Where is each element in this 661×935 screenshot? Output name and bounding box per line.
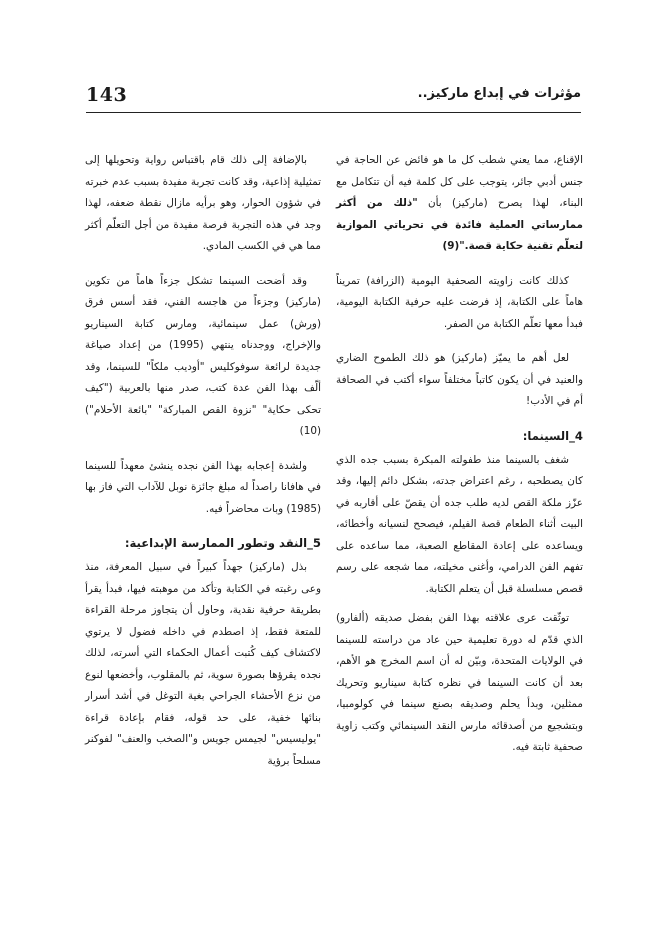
paragraph (336, 150, 583, 258)
left-column (85, 150, 321, 785)
right-column (336, 150, 583, 772)
paragraph: بذل (ماركيز) جهداً كبيراً في سبيل المعرفة، منذ وعى رغبته في الكتابة وتأكد من موهبته فيها، فبدأ يقرأ بطريقة حرفية نقدية، وحاول أن يتجاوز مرحلة القراءة للمتعة فقط، إذ اصطدم في داخله فضول لا يرتوي لاكتشاف كيف كُتبت أعمال الحكماء التي أسرته، لذلك نجده يقرؤها بصورة سوية، ثم بالمقلوب، وأخضعها لنوع من نزع الأحشاء الجراحي بغية التوغل في أشد أسرار بنائها خفية، على حد قوله، فقام بإعادة قراءة "يوليسيس" لجيمس جويس و"الصخب والعنف" لفوكنر مسلحاً برؤية (85, 561, 321, 767)
paragraph: كذلك كانت زاويته الصحفية اليومية (الزرافة) تمريناً هاماً على الكتابة، إذ فرضت عليه حرفية الكتابة اليومية، فبدأ معها تعلّم الكتابة من الصفر. (336, 274, 583, 330)
paragraph: شغف بالسينما منذ طفولته المبكرة بسبب جده الذي كان يصطحبه ، رغم اعتراض جدته، بشكل دائم إليها، وقد عزّز ملكة القص لديه طلب جده أن يقصّ على أقاربه في البيت أثناء الطعام قصة الفيلم، فيصحح لنسيانه وأخطائه، ويساعده على إعادة المقاطع الصعبة، مما ساعده على تفهم الفن الدرامي، وأغنى مخيلته، مما شجعه على رسم قصص مسلسلة قبل أن يتعلم الكتابة. (336, 453, 583, 595)
paragraph: وقد أضحت السينما تشكل جزءاً هاماً من تكوين (ماركيز) وجزءاً من هاجسه الفني، فقد أسس فرق (ورش) عمل سينمائية، ومارس كتابة السيناريو والإخراج، ووجدناه ينتهي (1995) من إعداد صياغة جديدة لرائعة سوفوكليس "أوديب ملكاً" للسينما، وقد ألّف بهذا الفن عدة كتب، صدر منها بالعربية ("كيف تحكى حكاية" "نزوة القص المباركة" "بائعة الأحلام")(10) (85, 274, 321, 437)
section-heading-criticism: 5_النقد وتطور الممارسة الإبداعية: (124, 536, 321, 550)
running-title: مؤثرات في إبداع ماركيز.. (417, 86, 581, 101)
paragraph: ولشدة إعجابه بهذا الفن نجده ينشئ معهداً للسينما في هافانا راصداً له مبلغ جائزة نوبل للآداب التي فاز بها (1985) وبات محاضراً فيه. (85, 459, 321, 515)
header-rule (86, 112, 581, 113)
paragraph: توثّقت عرى علاقته بهذا الفن بفضل صديقه (ألفارو) الذي قدّم له دورة تعليمية حين عاد من دراسته للسينما في الولايات المتحدة، وبيّن له أن اسم المخرج هو الأهم، بعد أن كانت السينما في نظره كتابة سيناريو وتحريك ممثلين، وبدأ يحلم وصديقه بصنع سينما في كولومبيا، وبتشجيع من أصدقائه مارس النقد السينمائي وكتب زاوية صحفية ثابتة فيه. (336, 612, 583, 753)
paragraph: لعل أهم ما يميّز (ماركيز) هو ذلك الطموح الضاري والعنيد في أن يكون كاتباً مختلفاً سواء أكتب في الصحافة أم في الأدب! (336, 352, 583, 407)
page-header (86, 80, 581, 110)
paragraph-text: الإقناع، مما يعني شطب كل ما هو فائض عن الحاجة في جنس أدبي جائر، يتوجب على كل كلمة فيه أن تتكامل مع البناء، لهذا يصرح (ماركيز) بأن (336, 154, 583, 209)
paragraph: بالإضافة إلى ذلك قام باقتباس رواية وتحويلها إلى تمثيلية إذاعية، وقد كانت تجربة مفيدة بسبب عدم خبرته في شؤون الحوار، وهو برأيه مازال نقطة ضعفه، لهذا وجد في هذه التجربة فرصة مفيدة من أجل التعلّم أكثر مما هي في الكسب المادي. (85, 154, 321, 252)
quotation-bold: "ذلك من أكثر ممارساتي العملية فائدة في تحرياتي الموازية لتعلّم تقنية حكاية قصة."(9) (336, 197, 583, 252)
section-heading-cinema: 4_السينما: (522, 428, 583, 443)
page-number: 143 (86, 84, 128, 106)
